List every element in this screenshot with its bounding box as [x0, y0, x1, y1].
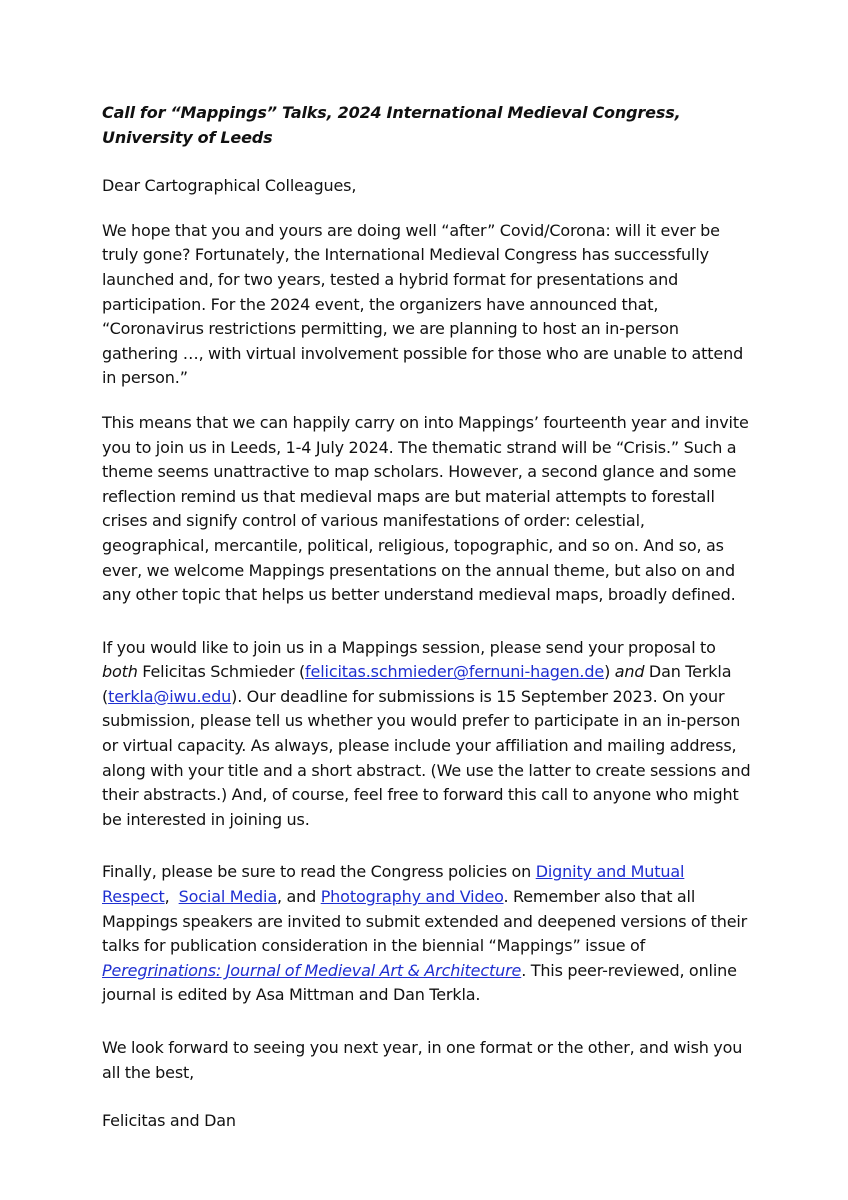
text: . This peer-reviewed, online journal is edited by Asa Mittman and Dan Terkla. [102, 960, 737, 1005]
emphasis-both: both [102, 662, 138, 682]
paragraph-closing: We look forward to seeing you next year, in one format or the other, and wish you all the best, [102, 1038, 743, 1082]
text: , [164, 887, 179, 907]
email-link-schmieder[interactable]: felicitas.schmieder@fernuni-hagen.de [305, 662, 605, 682]
text: ). Our deadline for submissions is 15 September 2023. On your submission, please tell us whether you would prefer to participate in an in-person or virtual capacity. As always, please include your affiliation and mailing address, along with your title and a short abstract. (We use the latter to create sessions and their abstracts.) And, of course, feel free to forward this call to anyone who might be interested in joining us. [102, 686, 751, 829]
salutation: Dear Cartographical Colleagues, [102, 176, 357, 196]
link-peregrinations-journal[interactable]: Peregrinations: Journal of Medieval Art & Architecture [102, 960, 522, 980]
text: Felicitas Schmieder ( [137, 662, 306, 682]
text: . Remember also that all Mappings speakers are invited to submit extended and deepened versions of their talks for publication consideration in the biennial “Mappings” issue of [102, 887, 748, 956]
link-dignity-respect[interactable]: Dignity and Mutual Respect [102, 862, 685, 907]
paragraph-intro: We hope that you and yours are doing well “after” Covid/Corona: will it ever be truly gone? Fortunately, the International Medieval Congress has successfully launched and, for two years, tested a hybrid format for presentations and participation. For the 2024 event, the organizers have announced that, “Coronavirus restrictions permitting, we are planning to host an in-person gathering …, with virtual involvement possible for those who are unable to attend in person.” [102, 220, 744, 388]
text: , and [277, 887, 321, 907]
email-link-terkla[interactable]: terkla@iwu.edu [108, 686, 232, 706]
link-social-media[interactable]: Social Media [178, 887, 278, 907]
text: Finally, please be sure to read the Congress policies on [102, 862, 536, 882]
signature: Felicitas and Dan [102, 1111, 236, 1131]
paragraph-submission [102, 636, 752, 833]
emphasis-and: and [614, 662, 645, 682]
document-page [102, 101, 752, 1134]
paragraph-theme: This means that we can happily carry on into Mappings’ fourteenth year and invite you to join us in Leeds, 1-4 July 2024. The thematic strand will be “Crisis.” Such a theme seems unattractive to map scholars. However, a second glance and some reflection remind us that medieval maps are but material attempts to forestall crises and signify control of various manifestations of order: celestial, geographical, mercantile, political, religious, topographic, and so on. And so, as ever, we welcome Mappings presentations on the annual theme, but also on and any other topic that helps us better understand medieval maps, broadly defined. [102, 412, 749, 605]
text: Dan Terkla ( [102, 662, 732, 706]
paragraph-policies [102, 860, 752, 1008]
link-photography-video[interactable]: Photography and Video [320, 887, 504, 907]
page-title: Call for “Mappings” Talks, 2024 International Medieval Congress, University of Leeds [102, 103, 681, 147]
text: If you would like to join us in a Mappings session, please send your proposal to [102, 637, 716, 657]
text: ) [604, 662, 615, 682]
